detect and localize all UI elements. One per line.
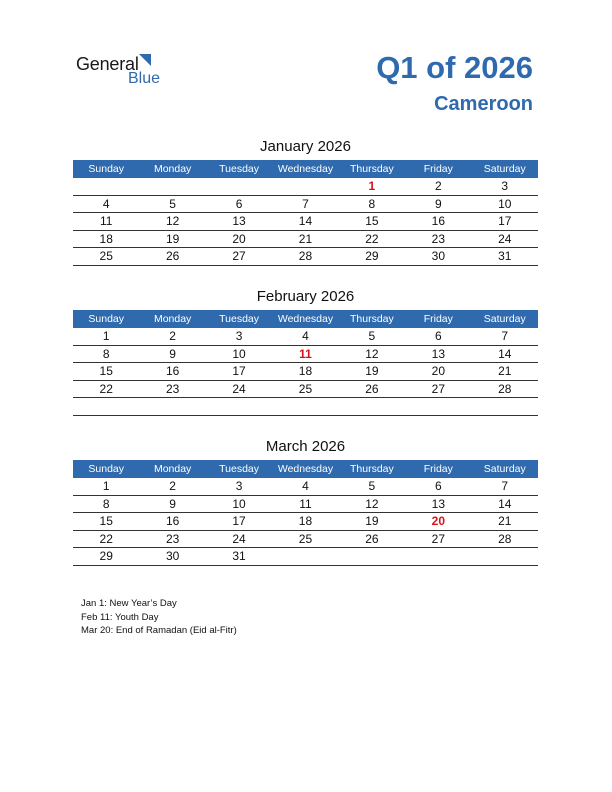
weekday-header: Monday: [139, 160, 205, 178]
day-cell: 30: [405, 248, 471, 266]
month-title: January 2026: [260, 138, 351, 155]
day-cell: 25: [73, 248, 139, 266]
day-cell: 22: [73, 530, 139, 548]
week-row: [73, 398, 538, 416]
day-cell: 11: [272, 345, 338, 363]
day-cell: 9: [405, 195, 471, 213]
weekday-header: Friday: [405, 460, 471, 478]
day-cell: 29: [73, 548, 139, 566]
day-cell: 2: [405, 178, 471, 195]
day-cell: [139, 398, 205, 416]
day-cell: 29: [339, 248, 405, 266]
weekday-header: Friday: [405, 160, 471, 178]
weekday-header-row: [73, 160, 538, 178]
day-cell: [272, 398, 338, 416]
day-cell: 18: [272, 363, 338, 381]
day-cell: [139, 178, 205, 195]
weekday-header-row: [73, 460, 538, 478]
day-cell: 3: [206, 478, 272, 495]
weekday-header: Wednesday: [272, 310, 338, 328]
day-cell: [405, 398, 471, 416]
day-cell: 1: [73, 478, 139, 495]
day-cell: 7: [472, 478, 538, 495]
weekday-header: Saturday: [472, 310, 538, 328]
day-cell: 2: [139, 328, 205, 345]
day-cell: 28: [272, 248, 338, 266]
day-cell: 10: [206, 345, 272, 363]
day-cell: 8: [73, 495, 139, 513]
day-cell: 24: [206, 530, 272, 548]
day-cell: 15: [73, 513, 139, 531]
logo-word-blue: Blue: [128, 70, 161, 87]
day-cell: 25: [272, 380, 338, 398]
day-cell: 10: [206, 495, 272, 513]
holiday-note: Feb 11: Youth Day: [81, 611, 159, 623]
day-cell: [405, 548, 471, 566]
day-cell: 26: [339, 380, 405, 398]
day-cell: 16: [405, 213, 471, 231]
weekday-header: Friday: [405, 310, 471, 328]
day-cell: 26: [139, 248, 205, 266]
logo: [76, 54, 161, 87]
day-cell: 11: [73, 213, 139, 231]
holiday-note: Jan 1: New Year’s Day: [81, 598, 177, 609]
month-calendar-march: [73, 438, 538, 566]
day-cell: 2: [139, 478, 205, 495]
week-row: [73, 478, 538, 495]
day-cell: 27: [206, 248, 272, 266]
week-row: [73, 345, 538, 363]
day-cell: [73, 178, 139, 195]
weekday-header: Tuesday: [206, 160, 272, 178]
weekday-header: Sunday: [73, 310, 139, 328]
day-cell: [472, 398, 538, 416]
day-cell: 6: [405, 478, 471, 495]
day-cell: 22: [339, 230, 405, 248]
calendar-grid: [73, 460, 538, 566]
day-cell: 18: [73, 230, 139, 248]
day-cell: 16: [139, 363, 205, 381]
day-cell: 22: [73, 380, 139, 398]
day-cell: 3: [206, 328, 272, 345]
day-cell: 24: [206, 380, 272, 398]
page-country: Cameroon: [434, 93, 533, 115]
day-cell: 21: [272, 230, 338, 248]
day-cell: 19: [339, 513, 405, 531]
weekday-header: Thursday: [339, 310, 405, 328]
week-row: [73, 530, 538, 548]
page-title: Q1 of 2026: [376, 50, 533, 85]
calendar-grid: [73, 160, 538, 266]
logo-word-general: General: [76, 54, 139, 74]
day-cell: 19: [139, 230, 205, 248]
day-cell: [339, 548, 405, 566]
day-cell: 5: [339, 328, 405, 345]
day-cell: 15: [73, 363, 139, 381]
day-cell: 25: [272, 530, 338, 548]
day-cell: 15: [339, 213, 405, 231]
day-cell: 11: [272, 495, 338, 513]
week-row: [73, 495, 538, 513]
day-cell: 12: [139, 213, 205, 231]
day-cell: 14: [472, 495, 538, 513]
day-cell: [472, 548, 538, 566]
day-cell: 17: [206, 363, 272, 381]
day-cell: 8: [73, 345, 139, 363]
day-cell: 1: [339, 178, 405, 195]
day-cell: 12: [339, 345, 405, 363]
weekday-header: Wednesday: [272, 460, 338, 478]
day-cell: 4: [272, 328, 338, 345]
week-row: [73, 248, 538, 266]
day-cell: 3: [472, 178, 538, 195]
week-row: [73, 230, 538, 248]
day-cell: 17: [472, 213, 538, 231]
day-cell: 10: [472, 195, 538, 213]
weekday-header-row: [73, 310, 538, 328]
day-cell: 18: [272, 513, 338, 531]
day-cell: 31: [206, 548, 272, 566]
day-cell: 6: [405, 328, 471, 345]
month-calendar-february: [73, 288, 538, 416]
day-cell: 23: [139, 530, 205, 548]
day-cell: 28: [472, 380, 538, 398]
day-cell: 24: [472, 230, 538, 248]
day-cell: 21: [472, 363, 538, 381]
day-cell: 16: [139, 513, 205, 531]
day-cell: 5: [139, 195, 205, 213]
weekday-header: Monday: [139, 460, 205, 478]
day-cell: 13: [405, 345, 471, 363]
day-cell: 14: [272, 213, 338, 231]
day-cell: 12: [339, 495, 405, 513]
day-cell: 1: [73, 328, 139, 345]
weekday-header: Thursday: [339, 460, 405, 478]
day-cell: 7: [472, 328, 538, 345]
week-row: [73, 328, 538, 345]
logo-triangle-icon: [139, 54, 151, 66]
weekday-header: Sunday: [73, 160, 139, 178]
day-cell: 4: [272, 478, 338, 495]
week-row: [73, 363, 538, 381]
day-cell: 4: [73, 195, 139, 213]
day-cell: 9: [139, 345, 205, 363]
month-title: March 2026: [265, 438, 346, 455]
week-row: [73, 380, 538, 398]
day-cell: 30: [139, 548, 205, 566]
day-cell: 13: [206, 213, 272, 231]
weekday-header: Tuesday: [206, 460, 272, 478]
week-row: [73, 178, 538, 195]
day-cell: 20: [206, 230, 272, 248]
day-cell: 27: [405, 380, 471, 398]
weekday-header: Tuesday: [206, 310, 272, 328]
weekday-header: Sunday: [73, 460, 139, 478]
week-row: [73, 213, 538, 231]
day-cell: 26: [339, 530, 405, 548]
day-cell: [339, 398, 405, 416]
day-cell: [206, 178, 272, 195]
day-cell: 28: [472, 530, 538, 548]
day-cell: 13: [405, 495, 471, 513]
day-cell: 23: [405, 230, 471, 248]
holiday-notes: [81, 597, 237, 638]
month-title: February 2026: [256, 288, 355, 305]
week-row: [73, 195, 538, 213]
day-cell: 5: [339, 478, 405, 495]
day-cell: 6: [206, 195, 272, 213]
holiday-note: Mar 20: End of Ramadan (Eid al-Fitr): [81, 625, 237, 636]
day-cell: 20: [405, 363, 471, 381]
day-cell: 31: [472, 248, 538, 266]
day-cell: 19: [339, 363, 405, 381]
day-cell: [206, 398, 272, 416]
weekday-header: Saturday: [472, 160, 538, 178]
day-cell: 14: [472, 345, 538, 363]
weekday-header: Thursday: [339, 160, 405, 178]
day-cell: 23: [139, 380, 205, 398]
day-cell: 17: [206, 513, 272, 531]
day-cell: 21: [472, 513, 538, 531]
weekday-header: Wednesday: [272, 160, 338, 178]
day-cell: 27: [405, 530, 471, 548]
week-row: [73, 548, 538, 566]
day-cell: 20: [405, 513, 471, 531]
day-cell: 7: [272, 195, 338, 213]
day-cell: [272, 548, 338, 566]
week-row: [73, 513, 538, 531]
day-cell: 9: [139, 495, 205, 513]
month-calendar-january: [73, 138, 538, 266]
calendar-grid: [73, 310, 538, 416]
weekday-header: Monday: [139, 310, 205, 328]
day-cell: [272, 178, 338, 195]
day-cell: 8: [339, 195, 405, 213]
weekday-header: Saturday: [472, 460, 538, 478]
day-cell: [73, 398, 139, 416]
